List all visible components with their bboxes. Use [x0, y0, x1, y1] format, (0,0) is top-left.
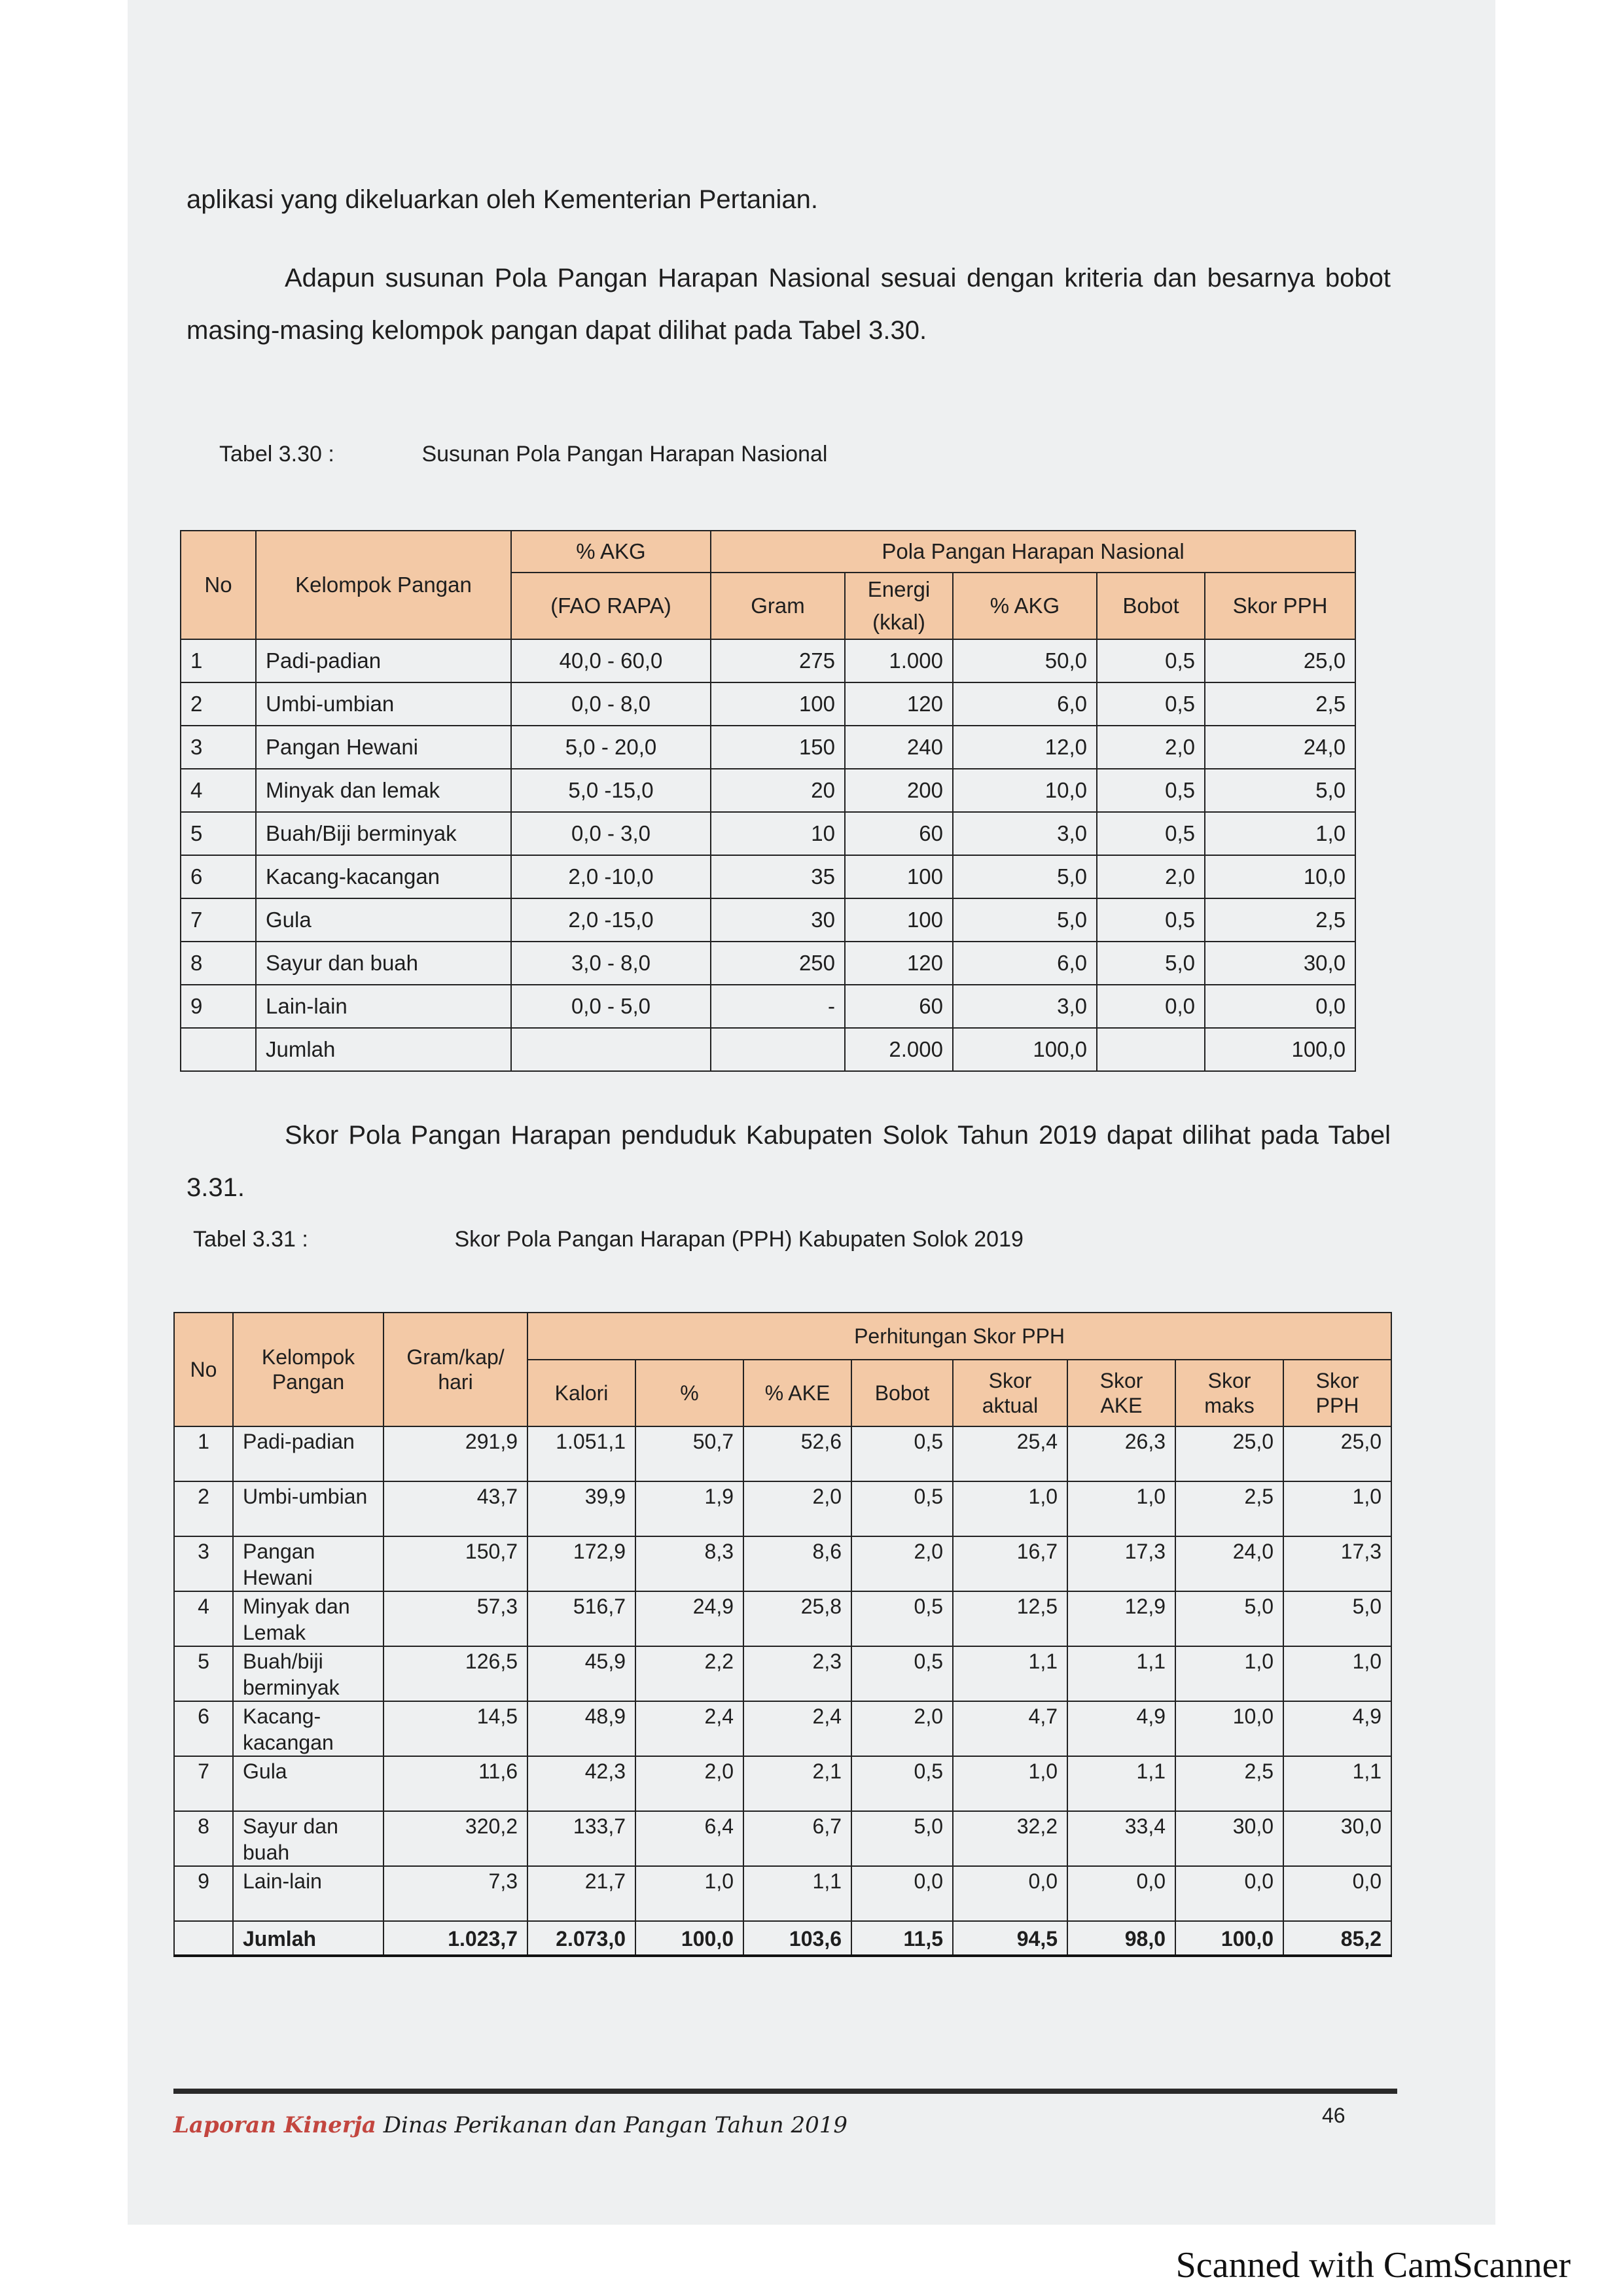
cell-skorake: 26,3	[1067, 1426, 1175, 1481]
cell-kalori: 133,7	[527, 1811, 635, 1866]
caption-label: Tabel 3.30 :	[219, 442, 334, 467]
cell-pph: 85,2	[1283, 1921, 1391, 1956]
cell-akg: 5,0 - 20,0	[511, 726, 711, 769]
table-3-30	[180, 530, 1356, 1072]
cell-gram: 150	[711, 726, 845, 769]
cell-persen: 24,9	[635, 1591, 743, 1646]
header-bobot: Bobot	[851, 1360, 953, 1426]
cell-no: 6	[174, 1701, 233, 1756]
cell-kelompok: Sayur dan buah	[233, 1811, 383, 1866]
cell-persen: 6,4	[635, 1811, 743, 1866]
table-row	[174, 1426, 1391, 1481]
cell-bobot: 0,5	[851, 1591, 953, 1646]
cell-pph: 1,1	[1283, 1756, 1391, 1811]
cell-persen: 1,9	[635, 1481, 743, 1536]
cell-persen: 8,3	[635, 1536, 743, 1591]
cell-pakg: 5,0	[953, 855, 1097, 898]
cell-akg: 3,0 - 8,0	[511, 942, 711, 985]
cell-kelompok: Buah/Biji berminyak	[256, 812, 511, 855]
cell-energi: 100	[845, 898, 953, 942]
cell-pakg: 3,0	[953, 812, 1097, 855]
cell-no	[181, 1028, 256, 1071]
cell-aktual: 32,2	[953, 1811, 1067, 1866]
table-row	[174, 1646, 1391, 1701]
cell-no: 3	[174, 1536, 233, 1591]
table-row	[174, 1866, 1391, 1921]
header-persen: %	[635, 1360, 743, 1426]
header-kelompok: Kelompok Pangan	[256, 531, 511, 639]
cell-bobot	[1097, 1028, 1205, 1071]
header-perhitungan: Perhitungan Skor PPH	[527, 1313, 1391, 1360]
cell-akg: 2,0 -10,0	[511, 855, 711, 898]
cell-no: 6	[181, 855, 256, 898]
cell-energi: 240	[845, 726, 953, 769]
table-row	[174, 1701, 1391, 1756]
cell-kelompok: Kacang-kacangan	[256, 855, 511, 898]
cell-akg: 5,0 -15,0	[511, 769, 711, 812]
cell-bobot: 0,5	[851, 1426, 953, 1481]
cell-gram: 20	[711, 769, 845, 812]
cell-no: 5	[174, 1646, 233, 1701]
cell-persen: 2,4	[635, 1701, 743, 1756]
cell-persen: 2,2	[635, 1646, 743, 1701]
cell-kalori: 2.073,0	[527, 1921, 635, 1956]
table-row	[181, 985, 1355, 1028]
cell-ake: 2,4	[743, 1701, 851, 1756]
cell-kelompok: Pangan Hewani	[233, 1536, 383, 1591]
cell-maks: 25,0	[1175, 1426, 1283, 1481]
table-row	[181, 769, 1355, 812]
header-skor: Skor PPH	[1205, 573, 1355, 639]
cell-bobot: 0,0	[1097, 985, 1205, 1028]
cell-ake: 2,1	[743, 1756, 851, 1811]
cell-kelompok: Umbi-umbian	[256, 682, 511, 726]
cell-skor: 2,5	[1205, 898, 1355, 942]
cell-skorake: 1,1	[1067, 1646, 1175, 1701]
cell-bobot: 0,5	[851, 1481, 953, 1536]
cell-kelompok: Lain-lain	[256, 985, 511, 1028]
cell-gram: 14,5	[383, 1701, 527, 1756]
cell-aktual: 12,5	[953, 1591, 1067, 1646]
cell-maks: 24,0	[1175, 1536, 1283, 1591]
cell-kalori: 45,9	[527, 1646, 635, 1701]
header-skorake: Skor AKE	[1067, 1360, 1175, 1426]
cell-persen: 1,0	[635, 1866, 743, 1921]
cell-skor: 30,0	[1205, 942, 1355, 985]
cell-gram: 43,7	[383, 1481, 527, 1536]
cell-kelompok: Pangan Hewani	[256, 726, 511, 769]
cell-gram: 291,9	[383, 1426, 527, 1481]
table-row	[181, 639, 1355, 682]
cell-maks: 2,5	[1175, 1756, 1283, 1811]
cell-no: 7	[181, 898, 256, 942]
cell-no: 9	[174, 1866, 233, 1921]
cell-no: 8	[174, 1811, 233, 1866]
table-row	[174, 1536, 1391, 1591]
cell-skorake: 4,9	[1067, 1701, 1175, 1756]
cell-ake: 103,6	[743, 1921, 851, 1956]
cell-pakg: 100,0	[953, 1028, 1097, 1071]
table-row	[181, 682, 1355, 726]
cell-ake: 8,6	[743, 1536, 851, 1591]
cell-persen: 2,0	[635, 1756, 743, 1811]
cell-pph: 25,0	[1283, 1426, 1391, 1481]
table-row	[181, 1028, 1355, 1071]
cell-bobot: 0,0	[851, 1866, 953, 1921]
header-aktual: Skor aktual	[953, 1360, 1067, 1426]
cell-kelompok: Padi-padian	[233, 1426, 383, 1481]
cell-maks: 5,0	[1175, 1591, 1283, 1646]
cell-pph: 5,0	[1283, 1591, 1391, 1646]
caption-title: Skor Pola Pangan Harapan (PPH) Kabupaten Solok 2019	[454, 1227, 1024, 1252]
cell-akg	[511, 1028, 711, 1071]
cell-no: 3	[181, 726, 256, 769]
cell-aktual: 1,1	[953, 1646, 1067, 1701]
cell-maks: 100,0	[1175, 1921, 1283, 1956]
cell-skorake: 12,9	[1067, 1591, 1175, 1646]
cell-no: 1	[181, 639, 256, 682]
header-pph-nasional: Pola Pangan Harapan Nasional	[711, 531, 1355, 573]
cell-kalori: 21,7	[527, 1866, 635, 1921]
cell-pph: 1,0	[1283, 1481, 1391, 1536]
table-row	[174, 1756, 1391, 1811]
cell-pph: 0,0	[1283, 1866, 1391, 1921]
cell-gram: 1.023,7	[383, 1921, 527, 1956]
cell-kelompok: Umbi-umbian	[233, 1481, 383, 1536]
cell-gram: 30	[711, 898, 845, 942]
footer	[173, 2112, 847, 2138]
cell-skor: 24,0	[1205, 726, 1355, 769]
cell-no: 8	[181, 942, 256, 985]
header-kalori: Kalori	[527, 1360, 635, 1426]
cell-bobot: 0,5	[1097, 898, 1205, 942]
intro-paragraph: Adapun susunan Pola Pangan Harapan Nasional sesuai dengan kriteria dan besarnya bobot masing-masing kelompok pangan dapat dilihat pada Tabel 3.30.	[187, 264, 1391, 345]
cell-no	[174, 1921, 233, 1956]
cell-no: 9	[181, 985, 256, 1028]
intro-2-paragraph: Skor Pola Pangan Harapan penduduk Kabupaten Solok Tahun 2019 dapat dilihat pada Tabel 3.31.	[187, 1121, 1391, 1202]
cell-ake: 2,3	[743, 1646, 851, 1701]
cell-pph: 1,0	[1283, 1646, 1391, 1701]
footer-brand: Laporan Kinerja	[173, 2112, 376, 2138]
cell-gram: 320,2	[383, 1811, 527, 1866]
cell-maks: 1,0	[1175, 1646, 1283, 1701]
cell-skor: 5,0	[1205, 769, 1355, 812]
header-maks: Skor maks	[1175, 1360, 1283, 1426]
cell-skorake: 1,0	[1067, 1481, 1175, 1536]
cell-pakg: 12,0	[953, 726, 1097, 769]
cell-maks: 10,0	[1175, 1701, 1283, 1756]
header-bobot: Bobot	[1097, 573, 1205, 639]
cell-ake: 6,7	[743, 1811, 851, 1866]
header-fao: (FAO RAPA)	[511, 573, 711, 639]
cell-maks: 30,0	[1175, 1811, 1283, 1866]
cell-no: 2	[174, 1481, 233, 1536]
cell-no: 2	[181, 682, 256, 726]
cell-pakg: 6,0	[953, 682, 1097, 726]
cell-kelompok: Kacang-kacangan	[233, 1701, 383, 1756]
cell-energi: 60	[845, 985, 953, 1028]
cell-skor: 0,0	[1205, 985, 1355, 1028]
cell-pakg: 50,0	[953, 639, 1097, 682]
cell-aktual: 25,4	[953, 1426, 1067, 1481]
page-number: 46	[1322, 2104, 1346, 2127]
cell-gram: 126,5	[383, 1646, 527, 1701]
cell-kelompok: Sayur dan buah	[256, 942, 511, 985]
footer-text: Dinas Perikanan dan Pangan Tahun 2019	[376, 2112, 847, 2138]
cell-bobot: 0,5	[1097, 769, 1205, 812]
cell-aktual: 1,0	[953, 1756, 1067, 1811]
cell-ake: 25,8	[743, 1591, 851, 1646]
cell-gram: 100	[711, 682, 845, 726]
table-row	[181, 726, 1355, 769]
cell-bobot: 2,0	[851, 1536, 953, 1591]
cell-maks: 0,0	[1175, 1866, 1283, 1921]
cell-energi: 2.000	[845, 1028, 953, 1071]
caption-label: Tabel 3.31 :	[193, 1227, 308, 1252]
table-3-31-caption	[193, 1227, 1024, 1252]
cell-skorake: 17,3	[1067, 1536, 1175, 1591]
cell-ake: 1,1	[743, 1866, 851, 1921]
cell-kalori: 39,9	[527, 1481, 635, 1536]
cell-bobot: 0,5	[1097, 682, 1205, 726]
cell-gram: 275	[711, 639, 845, 682]
cell-bobot: 11,5	[851, 1921, 953, 1956]
header-no: No	[174, 1313, 233, 1426]
cell-gram: -	[711, 985, 845, 1028]
cell-skorake: 0,0	[1067, 1866, 1175, 1921]
cell-gram: 57,3	[383, 1591, 527, 1646]
cell-bobot: 2,0	[1097, 726, 1205, 769]
cell-kelompok: Gula	[233, 1756, 383, 1811]
cell-kelompok: Minyak dan Lemak	[233, 1591, 383, 1646]
cell-skorake: 33,4	[1067, 1811, 1175, 1866]
cell-energi: 120	[845, 682, 953, 726]
table-row	[181, 942, 1355, 985]
cell-pph: 4,9	[1283, 1701, 1391, 1756]
cell-gram: 10	[711, 812, 845, 855]
cell-kelompok: Gula	[256, 898, 511, 942]
cell-gram: 7,3	[383, 1866, 527, 1921]
table-row	[174, 1591, 1391, 1646]
cell-no: 4	[174, 1591, 233, 1646]
header-no: No	[181, 531, 256, 639]
cell-skor: 10,0	[1205, 855, 1355, 898]
cell-gram: 250	[711, 942, 845, 985]
cell-skor: 100,0	[1205, 1028, 1355, 1071]
caption-title: Susunan Pola Pangan Harapan Nasional	[421, 442, 828, 467]
table-3-30-caption	[219, 442, 827, 467]
cell-skor: 2,5	[1205, 682, 1355, 726]
header-gram: Gram	[711, 573, 845, 639]
cell-kelompok: Buah/biji berminyak	[233, 1646, 383, 1701]
header-ake: % AKE	[743, 1360, 851, 1426]
cell-kelompok: Minyak dan lemak	[256, 769, 511, 812]
cell-energi: 1.000	[845, 639, 953, 682]
header-gram: Gram/kap/ hari	[383, 1313, 527, 1426]
cell-energi: 60	[845, 812, 953, 855]
cell-ake: 52,6	[743, 1426, 851, 1481]
cell-no: 7	[174, 1756, 233, 1811]
cell-kalori: 172,9	[527, 1536, 635, 1591]
cell-akg: 2,0 -15,0	[511, 898, 711, 942]
cell-bobot: 2,0	[1097, 855, 1205, 898]
cell-bobot: 0,5	[1097, 639, 1205, 682]
table-3-31	[173, 1312, 1392, 1957]
cell-kalori: 1.051,1	[527, 1426, 635, 1481]
cell-pph: 17,3	[1283, 1536, 1391, 1591]
cell-ake: 2,0	[743, 1481, 851, 1536]
cell-aktual: 1,0	[953, 1481, 1067, 1536]
header-kelompok: Kelompok Pangan	[233, 1313, 383, 1426]
cell-kalori: 42,3	[527, 1756, 635, 1811]
cell-kalori: 516,7	[527, 1591, 635, 1646]
table-row	[174, 1481, 1391, 1536]
cell-bobot: 5,0	[851, 1811, 953, 1866]
cell-akg: 40,0 - 60,0	[511, 639, 711, 682]
cell-pakg: 3,0	[953, 985, 1097, 1028]
cell-energi: 120	[845, 942, 953, 985]
cell-aktual: 4,7	[953, 1701, 1067, 1756]
cell-pakg: 10,0	[953, 769, 1097, 812]
cell-kelompok: Padi-padian	[256, 639, 511, 682]
cell-energi: 200	[845, 769, 953, 812]
cell-gram: 35	[711, 855, 845, 898]
cell-pakg: 6,0	[953, 942, 1097, 985]
cell-akg: 0,0 - 3,0	[511, 812, 711, 855]
table-row	[174, 1921, 1391, 1956]
cell-no: 5	[181, 812, 256, 855]
cell-skor: 25,0	[1205, 639, 1355, 682]
footer-rule	[173, 2089, 1397, 2094]
cell-persen: 100,0	[635, 1921, 743, 1956]
cell-kelompok: Jumlah	[233, 1921, 383, 1956]
cell-aktual: 0,0	[953, 1866, 1067, 1921]
header-energi: Energi (kkal)	[845, 573, 953, 639]
table-row	[174, 1811, 1391, 1866]
cell-pakg: 5,0	[953, 898, 1097, 942]
header-pakg: % AKG	[953, 573, 1097, 639]
cell-maks: 2,5	[1175, 1481, 1283, 1536]
cell-aktual: 16,7	[953, 1536, 1067, 1591]
table-row	[181, 855, 1355, 898]
cell-gram: 11,6	[383, 1756, 527, 1811]
cell-kelompok: Lain-lain	[233, 1866, 383, 1921]
table-row	[181, 898, 1355, 942]
cell-akg: 0,0 - 8,0	[511, 682, 711, 726]
table-row	[181, 812, 1355, 855]
intro-line: aplikasi yang dikeluarkan oleh Kementerian Pertanian.	[187, 185, 819, 214]
cell-energi: 100	[845, 855, 953, 898]
scanner-watermark: Scanned with CamScanner	[1175, 2245, 1571, 2286]
cell-gram	[711, 1028, 845, 1071]
cell-bobot: 0,5	[1097, 812, 1205, 855]
cell-akg: 0,0 - 5,0	[511, 985, 711, 1028]
cell-pph: 30,0	[1283, 1811, 1391, 1866]
cell-no: 4	[181, 769, 256, 812]
cell-aktual: 94,5	[953, 1921, 1067, 1956]
cell-no: 1	[174, 1426, 233, 1481]
header-akg: % AKG	[511, 531, 711, 573]
cell-persen: 50,7	[635, 1426, 743, 1481]
cell-skorake: 98,0	[1067, 1921, 1175, 1956]
cell-bobot: 0,5	[851, 1646, 953, 1701]
cell-bobot: 0,5	[851, 1756, 953, 1811]
header-pph: Skor PPH	[1283, 1360, 1391, 1426]
cell-kelompok: Jumlah	[256, 1028, 511, 1071]
cell-bobot: 5,0	[1097, 942, 1205, 985]
cell-bobot: 2,0	[851, 1701, 953, 1756]
cell-skorake: 1,1	[1067, 1756, 1175, 1811]
cell-kalori: 48,9	[527, 1701, 635, 1756]
cell-skor: 1,0	[1205, 812, 1355, 855]
cell-gram: 150,7	[383, 1536, 527, 1591]
